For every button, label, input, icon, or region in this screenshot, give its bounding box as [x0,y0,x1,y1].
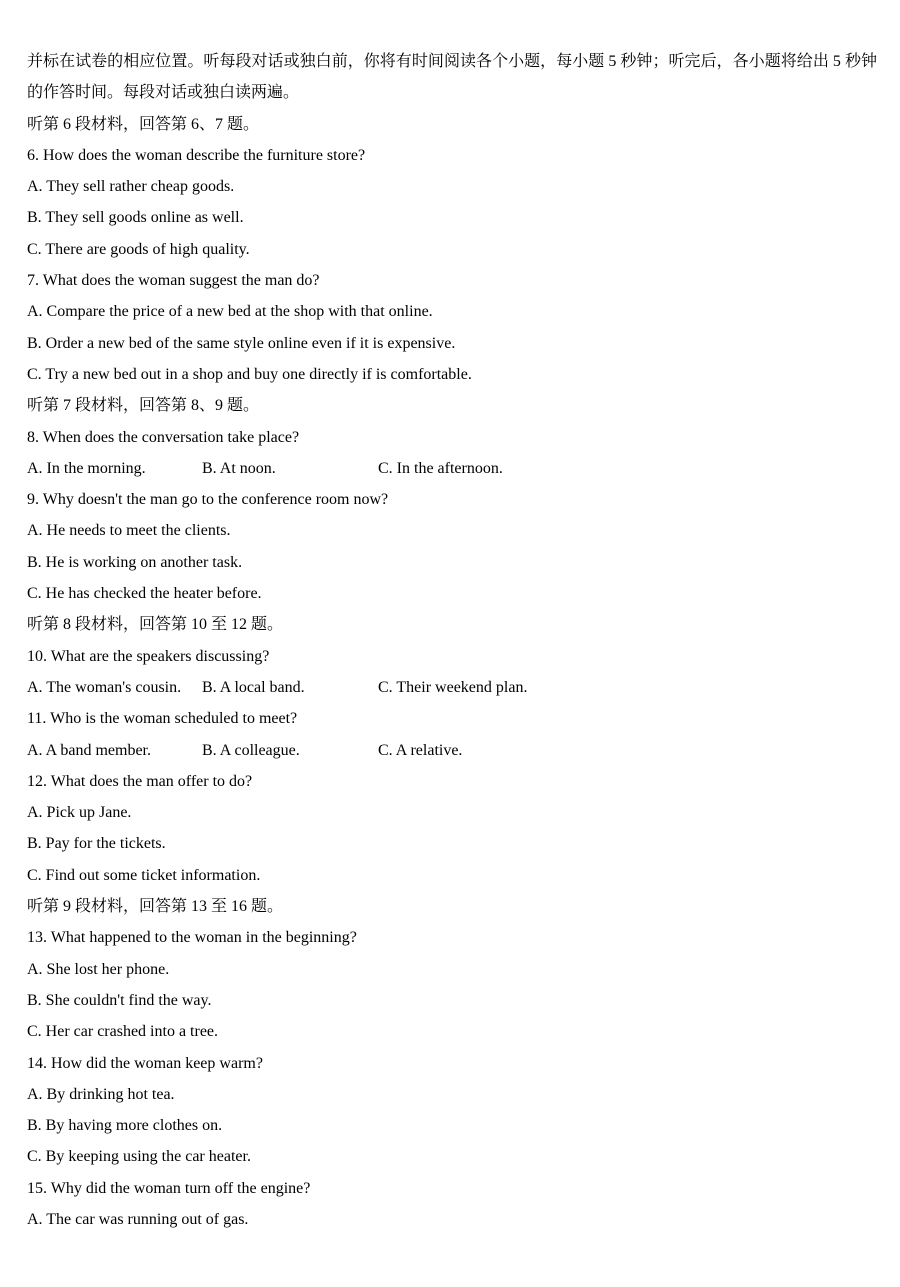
answer-option: B. He is working on another task. [27,553,243,571]
answer-option: C. By keeping using the car heater. [27,1148,251,1166]
answer-option: B. By having more clothes on. [27,1117,223,1135]
question-stem: 6. How does the woman describe the furniture store? [27,146,366,164]
question-stem: 12. What does the man offer to do? [27,772,253,790]
answer-option: A. A band member. [27,741,151,759]
answer-option: C. Try a new bed out in a shop and buy one directly if is comfortable. [27,365,472,383]
question-stem: 7. What does the woman suggest the man do? [27,272,320,290]
answer-option: B. A colleague. [202,741,300,759]
answer-option: B. They sell goods online as well. [27,209,244,227]
answer-option: A. Pick up Jane. [27,804,132,822]
answer-option: B. At noon. [202,459,276,477]
answer-option: B. She couldn't find the way. [27,991,212,1009]
instructions-paragraph: 并标在试卷的相应位置。听每段对话或独白前，你将有时间阅读各个小题，每小题 5 秒钟；听完后，各小题将给出 5 秒钟的作答时间。每段对话或独白读两遍。 [27,53,877,102]
answer-option: A. She lost her phone. [27,960,170,978]
question-stem: 8. When does the conversation take place? [27,428,300,446]
answer-option: B. A local band. [202,678,305,696]
section-heading: 听第 9 段材料，回答第 13 至 16 题。 [27,898,284,916]
answer-option: C. Their weekend plan. [378,678,528,696]
answer-option: C. In the afternoon. [378,459,503,477]
document-page [27,46,877,1235]
options-row [27,453,877,484]
answer-option: A. In the morning. [27,459,146,477]
question-stem: 14. How did the woman keep warm? [27,1054,263,1072]
question-stem: 15. Why did the woman turn off the engine? [27,1179,311,1197]
options-row [27,672,877,703]
answer-option: A. They sell rather cheap goods. [27,178,235,196]
section-heading: 听第 7 段材料，回答第 8、9 题。 [27,397,260,415]
question-stem: 10. What are the speakers discussing? [27,647,270,665]
answer-option: C. Her car crashed into a tree. [27,1023,219,1041]
answer-option: A. Compare the price of a new bed at the shop with that online. [27,303,433,321]
answer-option: C. There are goods of high quality. [27,240,250,258]
answer-option: A. By drinking hot tea. [27,1085,175,1103]
answer-option: A. He needs to meet the clients. [27,522,231,540]
options-row [27,735,877,766]
answer-option: C. A relative. [378,741,463,759]
answer-option: B. Pay for the tickets. [27,835,166,853]
question-stem: 9. Why doesn't the man go to the conference room now? [27,491,389,509]
question-stem: 11. Who is the woman scheduled to meet? [27,710,298,728]
answer-option: A. The woman's cousin. [27,678,182,696]
section-heading: 听第 8 段材料，回答第 10 至 12 题。 [27,616,284,634]
answer-option: C. Find out some ticket information. [27,866,261,884]
section-heading: 听第 6 段材料，回答第 6、7 题。 [27,115,260,133]
answer-option: C. He has checked the heater before. [27,585,262,603]
answer-option: B. Order a new bed of the same style online even if it is expensive. [27,334,456,352]
answer-option: A. The car was running out of gas. [27,1210,249,1228]
question-stem: 13. What happened to the woman in the beginning? [27,929,357,947]
